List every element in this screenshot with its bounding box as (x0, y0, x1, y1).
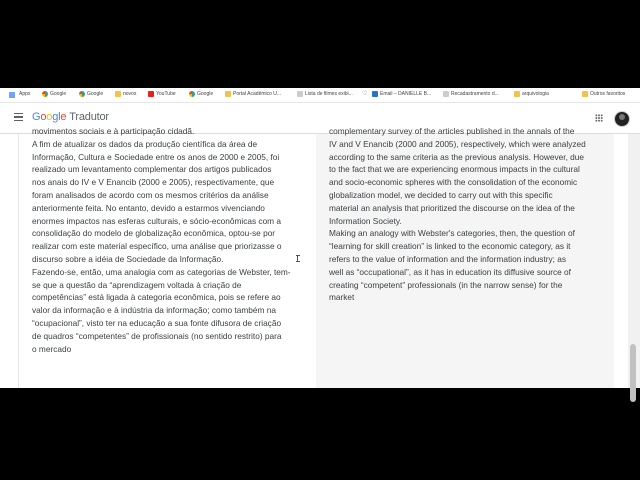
bookmark-email[interactable]: Email – DANIELLE B... (372, 91, 431, 97)
main-menu-icon[interactable] (14, 113, 23, 121)
folder-icon (225, 91, 231, 97)
source-text-line: Fazendo-se, então, uma analogia com as categorias de Webster, tem- (32, 266, 291, 277)
source-text-line: realizado um levantamento complementar dos artigos publicados (32, 164, 272, 175)
google-icon (189, 91, 195, 97)
source-text-line: competências” está ligada à categoria econômica, pois se refere ao (32, 292, 281, 303)
heart-icon: ♡ (362, 91, 368, 97)
bookmark-arquivologia[interactable]: arquivologia (514, 91, 549, 97)
folder-icon (115, 91, 121, 97)
source-text-line: se que a questão da “aprendizagem voltada à criação de (32, 279, 242, 290)
source-text-panel[interactable] (18, 126, 317, 388)
mail-icon (372, 91, 378, 97)
translated-text-line: to the fact that we are experiencing enormous impacts in the cultural (329, 164, 580, 175)
google-icon (42, 91, 48, 97)
translated-text-line: refers to the value of information and the information industry; as (329, 253, 567, 264)
youtube-icon (148, 91, 154, 97)
folder-icon (582, 91, 588, 97)
product-name: Tradutor (69, 111, 109, 123)
source-text-line: A fim de atualizar os dados da produção científica da área de (32, 138, 258, 149)
source-text-line: anteriormente feita. No entanto, devido a estarmos vivenciando (32, 202, 265, 213)
source-text-line: nos anais do IV e V Enancib (2000 e 2005), respectivamente, que (32, 177, 275, 188)
translated-text-line: market (329, 292, 355, 303)
bookmark-youtube[interactable]: YouTube (148, 91, 176, 97)
text-cursor-icon (297, 255, 298, 262)
google-apps-icon[interactable] (595, 114, 603, 122)
bookmark-recadastramento[interactable]: Recadastramento d... (443, 91, 499, 97)
translated-text-line: Making an analogy with Webster's categories, then, the question of (329, 228, 575, 239)
source-text-line: de quadros “competentes” de profissionais (no sentido restrito) para (32, 330, 282, 341)
source-text-line: realizar com este material específico, uma análise que priorizasse o (32, 241, 282, 252)
bookmarks-bar (0, 88, 640, 103)
scrollbar-thumb[interactable] (630, 344, 636, 402)
bookmark-google-3[interactable]: Google (189, 91, 213, 97)
bookmark-outros-favoritos[interactable]: Outros favoritos (582, 91, 625, 97)
bookmark-lista-filmes[interactable]: Lista de filmes exibi... (297, 91, 353, 97)
translated-text-line: creating “competent” professionals (in the narrow sense) for the (329, 279, 563, 290)
bookmark-google-2[interactable]: Google (79, 91, 103, 97)
source-text-line: discurso sobre a idéia de Sociedade da Informação. (32, 253, 224, 264)
translated-text-line: “learning for skill creation” is linked to the economic category, as it (329, 241, 571, 252)
account-avatar[interactable] (614, 111, 630, 127)
translated-text-line: material an analysis that prioritized the discourse on the idea of the (329, 202, 575, 213)
google-icon (79, 91, 85, 97)
page-icon (443, 91, 449, 97)
source-text-line: o mercado (32, 343, 72, 354)
source-text-line: movimentos sociais e à participação cidadã. (32, 126, 195, 136)
source-text-line: consolidação do modelo de globalização econômica, optou-se por (32, 228, 276, 239)
bookmark-google-1[interactable]: Google (42, 91, 66, 97)
source-text-line: foram analisados de acordo com os mesmos critérios da análise (32, 189, 269, 200)
translated-text-line: IV and V Enancib (2000 and 2005), respectively, which were analyzed (329, 138, 586, 149)
browser-window (0, 88, 640, 388)
translation-panel (316, 126, 614, 388)
translated-text-line: globalization model, we decided to carry out with this specific (329, 189, 553, 200)
translated-text-line: and socio-economic spheres with the consolidation of the economic (329, 177, 578, 188)
translation-area (0, 126, 640, 388)
google-translate-logo[interactable] (32, 111, 109, 123)
source-text[interactable] (32, 125, 304, 355)
folder-icon (514, 91, 520, 97)
translated-text (329, 125, 603, 304)
translated-text-line: Information Society. (329, 215, 402, 226)
translated-text-line: well as “occupational”, as it has in education its diffusive source of (329, 266, 571, 277)
source-text-line: enormes impactos nas esferas culturais, e sócio-econômicas com a (32, 215, 282, 226)
bookmark-novos[interactable]: novos (115, 91, 136, 97)
google-wordmark: Google (32, 111, 67, 123)
apps-grid-icon[interactable] (9, 92, 15, 98)
translated-text-line: according to the same criteria as the previous analysis. However, due (329, 151, 585, 162)
bookmark-portal-academico[interactable]: Portal Acadêmico U... (225, 91, 281, 97)
bookmark-heart[interactable] (362, 91, 369, 97)
source-text-line: valor da informação e à indústria da informação; como também na (32, 305, 276, 316)
bookmark-apps[interactable]: Apps (19, 91, 31, 97)
page-icon (297, 91, 303, 97)
translated-text-line: complementary survey of the articles published in the annals of the (329, 126, 575, 136)
source-text-line: “ocupacional”, visto ter na educação a sua fonte difusora de criação (32, 317, 282, 328)
source-text-line: Informação, Cultura e Sociedade entre os anos de 2000 e 2005, foi (32, 151, 280, 162)
